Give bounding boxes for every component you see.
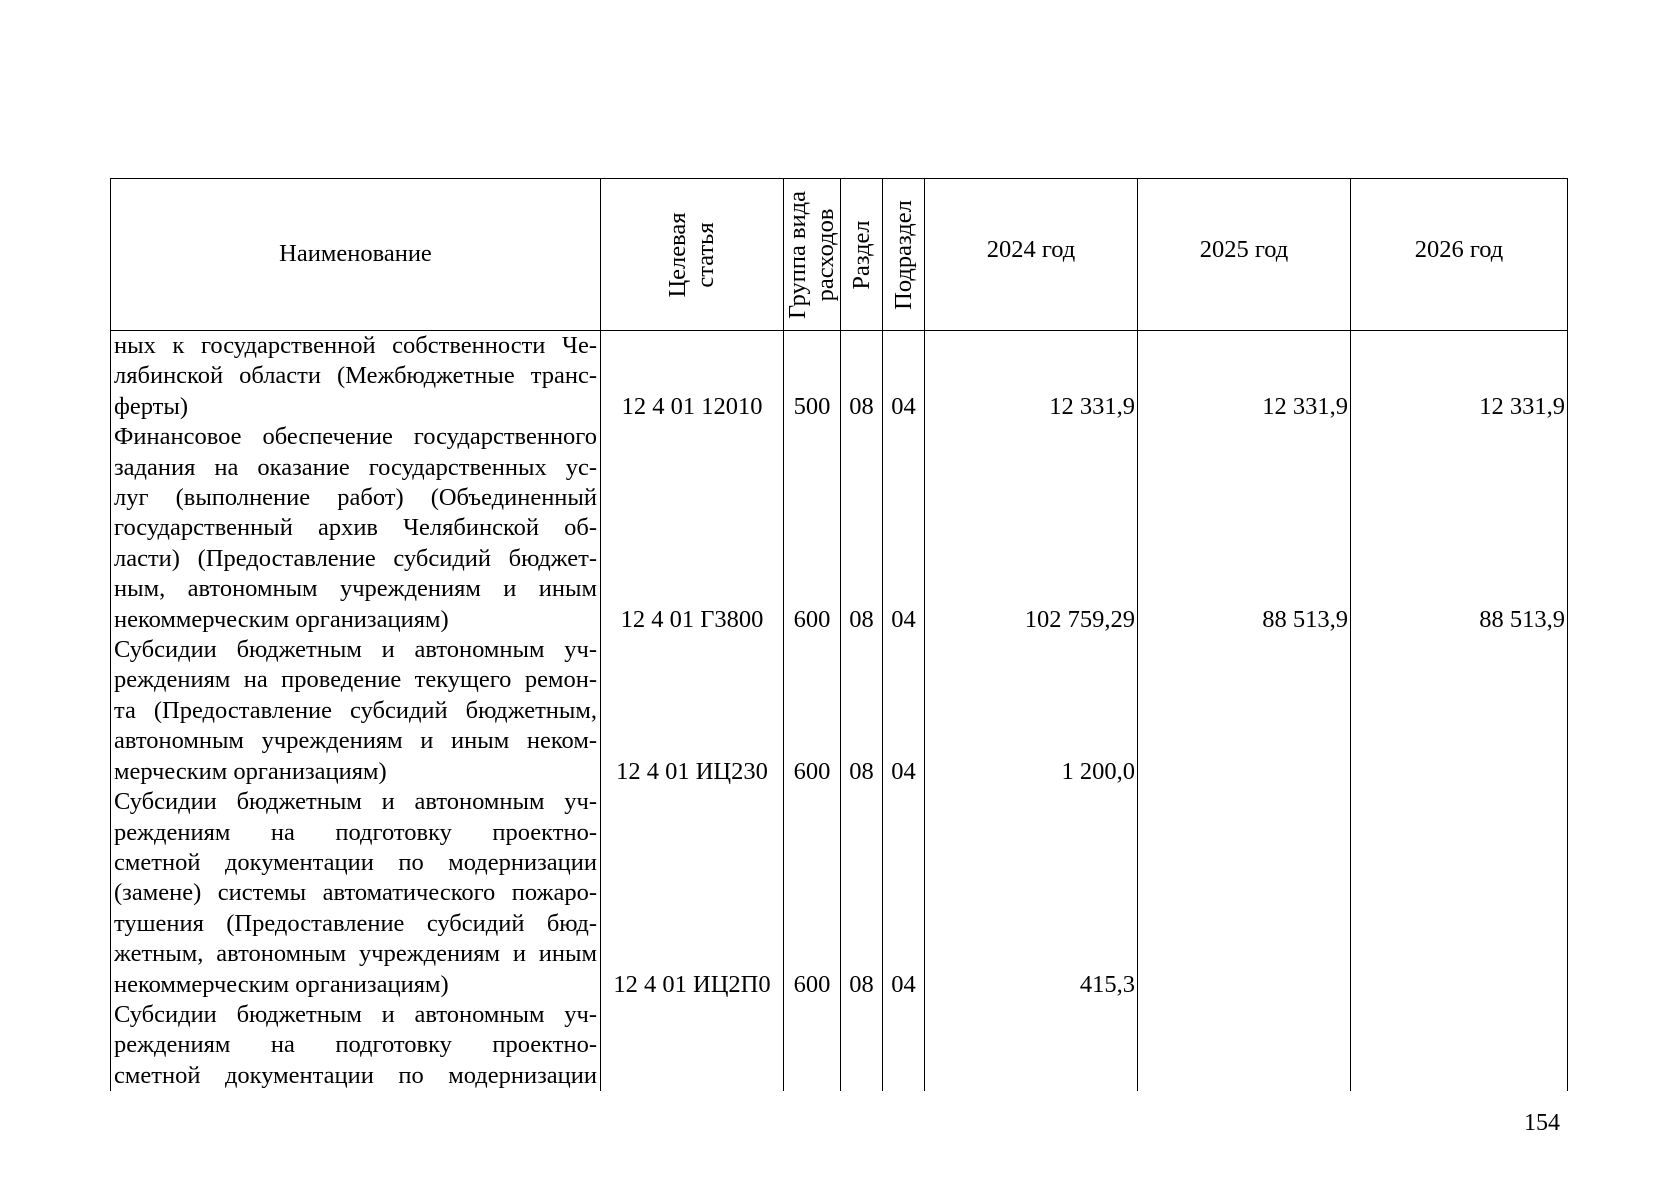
row-name-line: Субсидии бюджетным и автономным уч- [114,1000,597,1028]
row-name-line: Финансовое обеспечение государственного [114,423,597,451]
row-subsection: 04 [883,331,925,423]
row-name-line: реждениям на подготовку проектно- [114,1031,597,1059]
header-2024: 2024 год [925,179,1138,331]
row-subsection [883,1000,925,1091]
table-row [111,422,1568,635]
row-value-2026 [1351,1000,1568,1091]
row-subsection: 04 [883,787,925,1000]
header-2025: 2025 год [1138,179,1351,331]
row-target-article: 12 4 01 ИЦ230 [601,635,784,787]
row-name-line: сметной документации по модернизации [114,848,597,876]
row-expense-group: 600 [784,787,841,1000]
row-value-2025 [1138,787,1351,1000]
header-group-line-1: Группа вида [784,190,811,319]
row-subsection: 04 [883,422,925,635]
row-target-article [601,1000,784,1091]
row-value-2024: 415,3 [925,787,1138,1000]
header-2026: 2026 год [1351,179,1568,331]
row-name-cell [111,422,601,635]
row-value-2026: 88 513,9 [1351,422,1568,635]
header-name: Наименование [111,179,601,331]
row-section: 08 [841,635,883,787]
row-name-line: некоммерческим организациям) [114,605,449,633]
row-target-article: 12 4 01 Г3800 [601,422,784,635]
header-target-article [601,179,784,331]
row-name-line: (замене) системы автоматического пожаро- [114,879,597,907]
row-name-line: та (Предоставление субсидий бюджетным, [114,696,597,724]
row-value-2025 [1138,635,1351,787]
table-row [111,787,1568,1000]
row-expense-group: 600 [784,422,841,635]
row-target-article: 12 4 01 ИЦ2П0 [601,787,784,1000]
budget-table [110,178,1568,1091]
row-name-line: некоммерческим организациям) [114,970,449,998]
row-name-line: лябинской области (Межбюджетные транс- [114,362,597,390]
row-value-2025 [1138,1000,1351,1091]
row-name-line: жетным, автономным учреждениям и иным [114,940,597,968]
row-name-line: задания на оказание государственных ус- [114,453,597,481]
row-target-article: 12 4 01 12010 [601,331,784,423]
table-row [111,331,1568,423]
row-name-line: государственный архив Челябинской об- [114,514,597,542]
header-target-line-1: Целевая [664,211,691,298]
table-row [111,635,1568,787]
row-name-line: ферты) [114,392,189,420]
row-name-cell [111,331,601,423]
row-value-2026 [1351,635,1568,787]
row-name-line: ным, автономным учреждениям и иным [114,575,597,603]
row-name-line: автономным учреждениям и иным неком- [114,727,597,755]
header-group-line-2: расходов [812,208,839,301]
row-expense-group: 600 [784,635,841,787]
row-name-line: реждениям на подготовку проектно- [114,818,597,846]
table-header-row [111,179,1568,331]
row-name-cell [111,787,601,1000]
row-section: 08 [841,787,883,1000]
row-value-2026 [1351,787,1568,1000]
header-target-line-2: статья [692,221,719,288]
row-name-cell [111,1000,601,1091]
page-number: 154 [1524,1110,1560,1136]
row-expense-group: 500 [784,331,841,423]
row-value-2024: 1 200,0 [925,635,1138,787]
row-name-line: тушения (Предоставление субсидий бюд- [114,909,597,937]
header-subsection-label: Подраздел [889,199,917,310]
row-name-line: луг (выполнение работ) (Объединенный [114,484,597,512]
row-section: 08 [841,331,883,423]
header-expense-group [784,179,841,331]
row-name-line: сметной документации по модернизации [114,1061,597,1089]
row-name-line: ласти) (Предоставление субсидий бюджет- [114,544,597,572]
row-name-line: ных к государственной собственности Че- [114,332,597,359]
row-section: 08 [841,422,883,635]
row-name-line: мерческим организациям) [114,757,387,785]
row-name-line: реждениям на проведение текущего ремон- [114,666,597,694]
header-subsection [883,179,925,331]
table-row [111,1000,1568,1091]
row-value-2024: 12 331,9 [925,331,1138,423]
row-name-cell [111,635,601,787]
row-value-2026: 12 331,9 [1351,331,1568,423]
row-subsection: 04 [883,635,925,787]
header-section [841,179,883,331]
row-value-2025: 12 331,9 [1138,331,1351,423]
row-section [841,1000,883,1091]
row-value-2024: 102 759,29 [925,422,1138,635]
header-section-label: Раздел [847,219,875,290]
row-value-2024 [925,1000,1138,1091]
row-name-line: Субсидии бюджетным и автономным уч- [114,636,597,664]
row-expense-group [784,1000,841,1091]
row-value-2025: 88 513,9 [1138,422,1351,635]
row-name-line: Субсидии бюджетным и автономным уч- [114,788,597,816]
